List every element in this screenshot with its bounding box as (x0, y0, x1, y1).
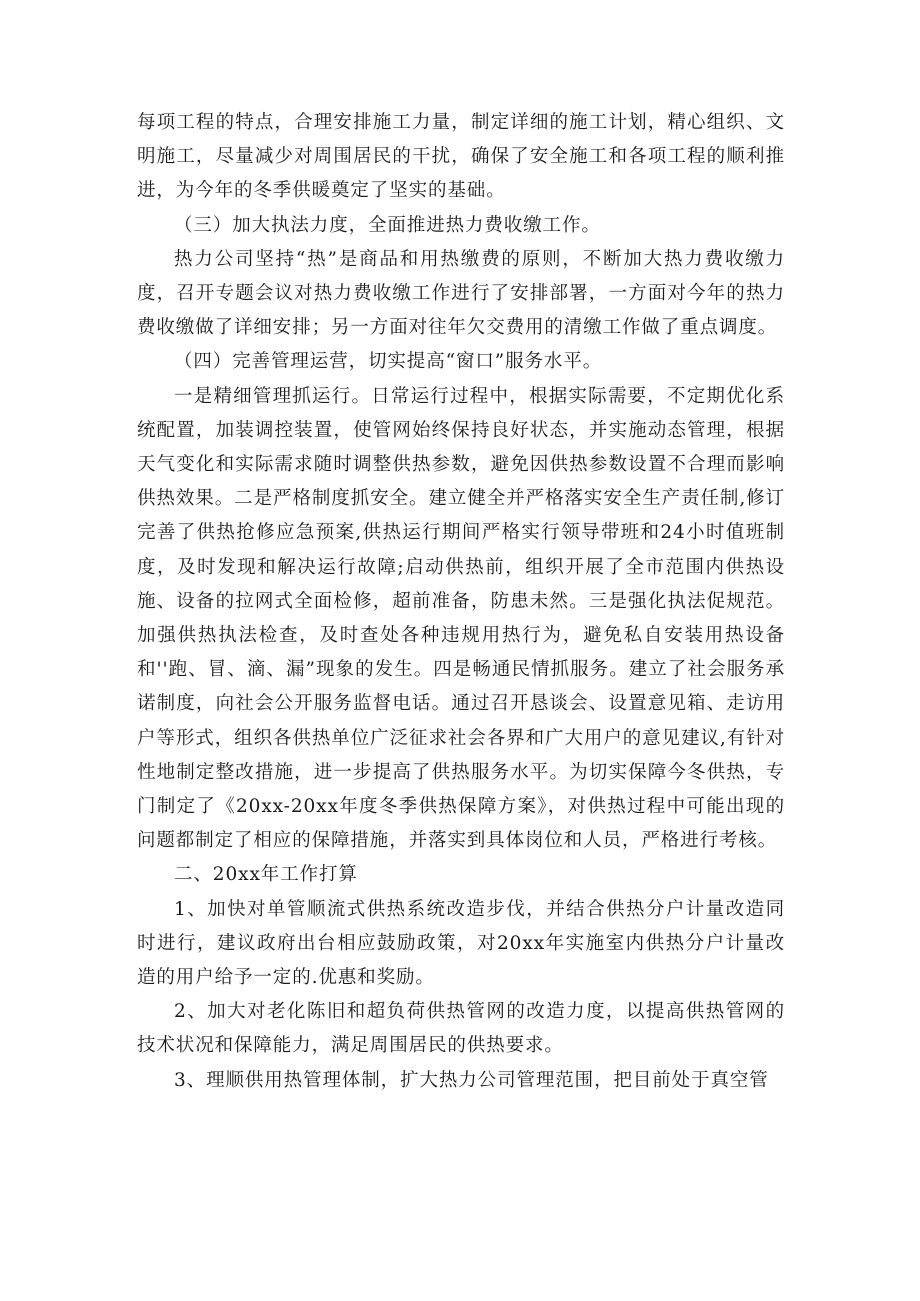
section-heading-plan: 二、20xx年工作打算 (174, 864, 358, 886)
plan-item-3: 3、理顺供用热管理体制，扩大热力公司管理范围，把目前处于真空管 (174, 1069, 769, 1091)
plan-item-2: 2、加大对老化陈旧和超负荷供热管网的改造力度，以提高供热管网的技术状况和保障能力，满足周围居民的供热要求。 (137, 1001, 785, 1057)
paragraph-management: 一是精细管理抓运行。日常运行过程中，根据实际需要，不定期优化系统配置，加装调控装置，使管网始终保持良好状态，并实施动态管理，根据天气变化和实际需求随时调整供热参数，避免因供热参数设置不合理而影响供热效果。二是严格制度抓安全。建立健全并严格落实安全生产责任制,修订完善了供热抢修应急预案,供热运行期间严格实行领导带班和24小时值班制度，及时发现和解决运行故障;启动供热前，组织开展了全市范围内供热设施、设备的拉网式全面检修，超前准备，防患未然。三是强化执法促规范。加强供热执法检查，及时查处各种违规用热行为，避免私自安装用热设备和''跑、冒、滴、漏”现象的发生。四是畅通民情抓服务。建立了社会服务承诺制度，向社会公开服务监督电话。通过召开恳谈会、设置意见箱、走访用户等形式，组织各供热单位广泛征求社会各界和广大用户的意见建议,有针对性地制定整改措施，进一步提高了供热服务水平。为切实保障今冬供热，专门制定了《20xx-20xx年度冬季供热保障方案》，对供热过程中可能出现的问题都制定了相应的保障措施，并落实到具体岗位和人员，严格进行考核。 (137, 385, 785, 852)
paragraph-fee-collection: 热力公司坚持“热”是商品和用热缴费的原则，不断加大热力费收缴力度，召开专题会议对热力费收缴工作进行了安排部署，一方面对今年的热力费收缴做了详细安排；另一方面对往年欠交费用的清缴工作做了重点调度。 (137, 248, 785, 339)
section-heading-four: （四）完善管理运营，切实提高“窗口”服务水平。 (174, 351, 603, 373)
document-body (137, 106, 785, 1098)
plan-item-1: 1、加快对单管顺流式供热系统改造步伐，并结合供热分户计量改造同时进行，建议政府出台相应鼓励政策，对20xx年实施室内供热分户计量改造的用户给予一定的.优惠和奖励。 (137, 898, 785, 989)
section-heading-three: （三）加大执法力度，全面推进热力费收缴工作。 (174, 214, 601, 236)
paragraph-continuation: 每项工程的特点，合理安排施工力量，制定详细的施工计划，精心组织、文明施工，尽量减少对周围居民的干扰，确保了安全施工和各项工程的顺利推进，为今年的冬季供暖奠定了坚实的基础。 (137, 112, 785, 202)
